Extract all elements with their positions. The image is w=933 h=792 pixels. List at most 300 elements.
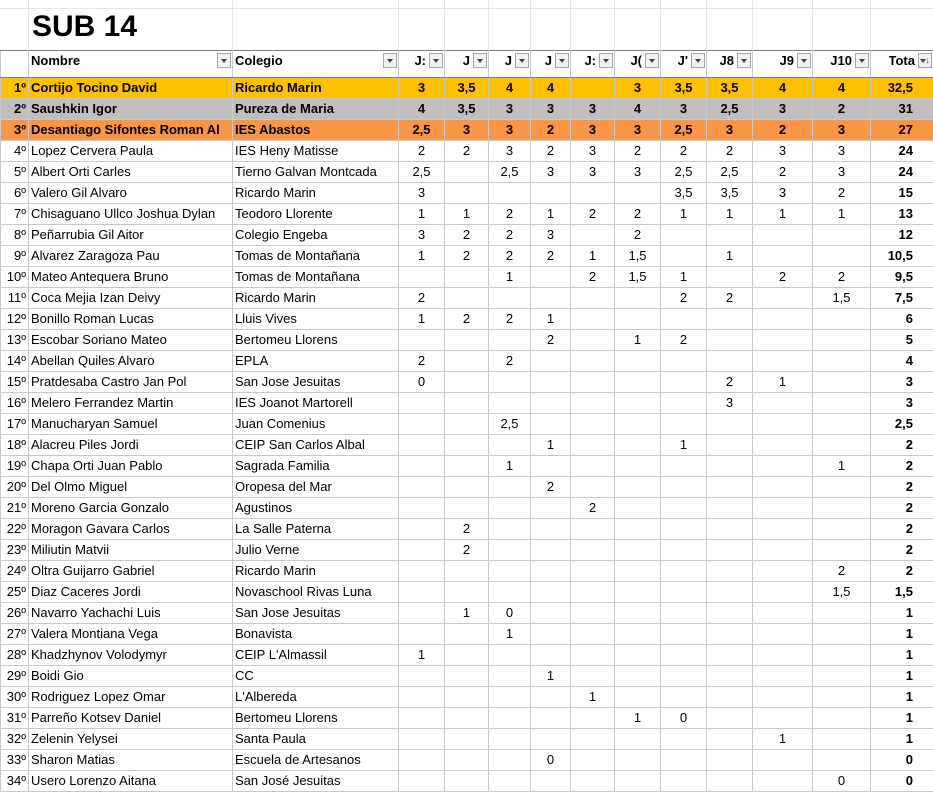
- score-cell-j4[interactable]: 1: [531, 666, 571, 687]
- score-cell-j1[interactable]: 4: [399, 99, 445, 120]
- school-cell[interactable]: Ricardo Marin: [233, 78, 399, 99]
- score-cell-j3[interactable]: 1: [489, 456, 531, 477]
- score-cell-j6[interactable]: [615, 561, 661, 582]
- score-cell-j4[interactable]: [531, 372, 571, 393]
- score-cell-j7[interactable]: [661, 414, 707, 435]
- score-cell-j10[interactable]: [813, 624, 871, 645]
- school-cell[interactable]: San Jose Jesuitas: [233, 372, 399, 393]
- score-cell-j2[interactable]: [445, 267, 489, 288]
- rank-cell[interactable]: 31º: [1, 708, 29, 729]
- score-cell-j5[interactable]: [571, 771, 615, 792]
- score-cell-j2[interactable]: [445, 498, 489, 519]
- score-cell-j2[interactable]: [445, 162, 489, 183]
- score-cell-j5[interactable]: [571, 351, 615, 372]
- filter-dropdown-icon[interactable]: [691, 53, 705, 68]
- score-cell-j7[interactable]: 1: [661, 267, 707, 288]
- score-cell-j1[interactable]: [399, 519, 445, 540]
- score-cell-j8[interactable]: 3,5: [707, 78, 753, 99]
- score-cell-j8[interactable]: [707, 603, 753, 624]
- score-cell-j7[interactable]: [661, 645, 707, 666]
- score-cell-j3[interactable]: [489, 393, 531, 414]
- score-cell-j3[interactable]: 0: [489, 603, 531, 624]
- score-cell-j8[interactable]: 2: [707, 288, 753, 309]
- score-cell-j8[interactable]: [707, 435, 753, 456]
- header-j10[interactable]: [813, 51, 871, 78]
- total-cell[interactable]: 1,5: [871, 582, 933, 603]
- score-cell-j8[interactable]: [707, 456, 753, 477]
- rank-cell[interactable]: 30º: [1, 687, 29, 708]
- header-j7[interactable]: [661, 51, 707, 78]
- school-cell[interactable]: L'Albereda: [233, 687, 399, 708]
- school-cell[interactable]: Bonavista: [233, 624, 399, 645]
- filter-dropdown-icon[interactable]: [473, 53, 487, 68]
- score-cell-j3[interactable]: [489, 330, 531, 351]
- score-cell-j2[interactable]: [445, 477, 489, 498]
- total-cell[interactable]: 4: [871, 351, 933, 372]
- score-cell-j8[interactable]: [707, 708, 753, 729]
- score-cell-j3[interactable]: [489, 750, 531, 771]
- score-cell-j10[interactable]: 4: [813, 78, 871, 99]
- score-cell-j9[interactable]: 3: [753, 183, 813, 204]
- score-cell-j8[interactable]: 1: [707, 246, 753, 267]
- score-cell-j6[interactable]: [615, 309, 661, 330]
- score-cell-j1[interactable]: [399, 561, 445, 582]
- score-cell-j4[interactable]: [531, 540, 571, 561]
- score-cell-j9[interactable]: [753, 771, 813, 792]
- total-cell[interactable]: 1: [871, 666, 933, 687]
- school-cell[interactable]: Sagrada Familia: [233, 456, 399, 477]
- name-cell[interactable]: Diaz Caceres Jordi: [29, 582, 233, 603]
- score-cell-j3[interactable]: [489, 183, 531, 204]
- score-cell-j2[interactable]: [445, 687, 489, 708]
- school-cell[interactable]: San Jose Jesuitas: [233, 603, 399, 624]
- score-cell-j2[interactable]: 2: [445, 540, 489, 561]
- score-cell-j7[interactable]: [661, 351, 707, 372]
- score-cell-j2[interactable]: 3,5: [445, 78, 489, 99]
- name-cell[interactable]: Oltra Guijarro Gabriel: [29, 561, 233, 582]
- score-cell-j4[interactable]: 3: [531, 99, 571, 120]
- score-cell-j5[interactable]: [571, 519, 615, 540]
- score-cell-j9[interactable]: 2: [753, 120, 813, 141]
- school-cell[interactable]: IES Joanot Martorell: [233, 393, 399, 414]
- score-cell-j4[interactable]: [531, 183, 571, 204]
- score-cell-j4[interactable]: [531, 687, 571, 708]
- score-cell-j8[interactable]: [707, 645, 753, 666]
- score-cell-j6[interactable]: [615, 687, 661, 708]
- score-cell-j7[interactable]: [661, 582, 707, 603]
- score-cell-j1[interactable]: [399, 477, 445, 498]
- total-cell[interactable]: 3: [871, 372, 933, 393]
- total-cell[interactable]: 15: [871, 183, 933, 204]
- name-cell[interactable]: Peñarrubia Gil Aitor: [29, 225, 233, 246]
- score-cell-j9[interactable]: [753, 645, 813, 666]
- score-cell-j1[interactable]: 0: [399, 372, 445, 393]
- rank-cell[interactable]: 32º: [1, 729, 29, 750]
- filter-dropdown-icon[interactable]: [383, 53, 397, 68]
- score-cell-j9[interactable]: [753, 393, 813, 414]
- score-cell-j8[interactable]: 3: [707, 393, 753, 414]
- filter-dropdown-icon[interactable]: [555, 53, 569, 68]
- total-cell[interactable]: 2,5: [871, 414, 933, 435]
- score-cell-j8[interactable]: [707, 414, 753, 435]
- score-cell-j7[interactable]: [661, 729, 707, 750]
- score-cell-j5[interactable]: 3: [571, 162, 615, 183]
- score-cell-j7[interactable]: [661, 603, 707, 624]
- name-cell[interactable]: Melero Ferrandez Martin: [29, 393, 233, 414]
- score-cell-j10[interactable]: 2: [813, 183, 871, 204]
- score-cell-j6[interactable]: 2: [615, 225, 661, 246]
- rank-cell[interactable]: 20º: [1, 477, 29, 498]
- score-cell-j1[interactable]: [399, 750, 445, 771]
- score-cell-j5[interactable]: [571, 540, 615, 561]
- header-nombre[interactable]: [29, 51, 233, 78]
- score-cell-j9[interactable]: [753, 540, 813, 561]
- score-cell-j2[interactable]: 3,5: [445, 99, 489, 120]
- score-cell-j7[interactable]: 2: [661, 330, 707, 351]
- header-j6[interactable]: [615, 51, 661, 78]
- score-cell-j5[interactable]: [571, 183, 615, 204]
- score-cell-j9[interactable]: 2: [753, 267, 813, 288]
- filter-dropdown-icon[interactable]: [599, 53, 613, 68]
- score-cell-j2[interactable]: [445, 624, 489, 645]
- score-cell-j10[interactable]: [813, 330, 871, 351]
- score-cell-j8[interactable]: 2,5: [707, 99, 753, 120]
- header-j4[interactable]: [531, 51, 571, 78]
- name-cell[interactable]: Abellan Quiles Alvaro: [29, 351, 233, 372]
- rank-cell[interactable]: 7º: [1, 204, 29, 225]
- score-cell-j4[interactable]: [531, 624, 571, 645]
- score-cell-j5[interactable]: [571, 435, 615, 456]
- score-cell-j6[interactable]: [615, 582, 661, 603]
- rank-cell[interactable]: 10º: [1, 267, 29, 288]
- score-cell-j6[interactable]: [615, 624, 661, 645]
- name-cell[interactable]: Lopez Cervera Paula: [29, 141, 233, 162]
- filter-dropdown-icon[interactable]: [737, 53, 751, 68]
- score-cell-j5[interactable]: 3: [571, 120, 615, 141]
- score-cell-j8[interactable]: [707, 498, 753, 519]
- school-cell[interactable]: Bertomeu Llorens: [233, 330, 399, 351]
- rank-cell[interactable]: 8º: [1, 225, 29, 246]
- score-cell-j9[interactable]: 1: [753, 729, 813, 750]
- rank-cell[interactable]: 23º: [1, 540, 29, 561]
- score-cell-j10[interactable]: 1,5: [813, 288, 871, 309]
- score-cell-j3[interactable]: [489, 477, 531, 498]
- score-cell-j3[interactable]: 3: [489, 141, 531, 162]
- total-cell[interactable]: 0: [871, 771, 933, 792]
- sort-descending-filter-icon[interactable]: ↓: [918, 53, 932, 68]
- score-cell-j4[interactable]: [531, 519, 571, 540]
- name-cell[interactable]: Boidi Gio: [29, 666, 233, 687]
- score-cell-j8[interactable]: [707, 771, 753, 792]
- total-cell[interactable]: 1: [871, 645, 933, 666]
- score-cell-j6[interactable]: [615, 666, 661, 687]
- score-cell-j4[interactable]: [531, 729, 571, 750]
- score-cell-j7[interactable]: 3: [661, 99, 707, 120]
- name-cell[interactable]: Mateo Antequera Bruno: [29, 267, 233, 288]
- score-cell-j4[interactable]: [531, 582, 571, 603]
- score-cell-j1[interactable]: 2: [399, 351, 445, 372]
- score-cell-j8[interactable]: [707, 225, 753, 246]
- score-cell-j7[interactable]: [661, 540, 707, 561]
- school-cell[interactable]: Agustinos: [233, 498, 399, 519]
- score-cell-j7[interactable]: [661, 519, 707, 540]
- score-cell-j5[interactable]: [571, 708, 615, 729]
- score-cell-j5[interactable]: [571, 561, 615, 582]
- score-cell-j8[interactable]: [707, 477, 753, 498]
- school-cell[interactable]: Teodoro Llorente: [233, 204, 399, 225]
- score-cell-j1[interactable]: [399, 330, 445, 351]
- score-cell-j8[interactable]: [707, 624, 753, 645]
- score-cell-j4[interactable]: [531, 393, 571, 414]
- score-cell-j9[interactable]: [753, 750, 813, 771]
- rank-cell[interactable]: 18º: [1, 435, 29, 456]
- score-cell-j6[interactable]: [615, 729, 661, 750]
- total-cell[interactable]: 31: [871, 99, 933, 120]
- rank-cell[interactable]: 24º: [1, 561, 29, 582]
- score-cell-j10[interactable]: 2: [813, 561, 871, 582]
- score-cell-j3[interactable]: 2,5: [489, 414, 531, 435]
- total-cell[interactable]: 24: [871, 162, 933, 183]
- score-cell-j9[interactable]: [753, 477, 813, 498]
- score-cell-j3[interactable]: [489, 540, 531, 561]
- name-cell[interactable]: Zelenin Yelysei: [29, 729, 233, 750]
- score-cell-j6[interactable]: 2: [615, 141, 661, 162]
- score-cell-j4[interactable]: [531, 771, 571, 792]
- score-cell-j2[interactable]: [445, 351, 489, 372]
- score-cell-j9[interactable]: [753, 288, 813, 309]
- name-cell[interactable]: Miliutin Matvii: [29, 540, 233, 561]
- score-cell-j6[interactable]: [615, 645, 661, 666]
- score-cell-j7[interactable]: 1: [661, 435, 707, 456]
- score-cell-j3[interactable]: [489, 519, 531, 540]
- total-cell[interactable]: 7,5: [871, 288, 933, 309]
- score-cell-j5[interactable]: 1: [571, 246, 615, 267]
- name-cell[interactable]: Alacreu Piles Jordi: [29, 435, 233, 456]
- score-cell-j10[interactable]: 3: [813, 141, 871, 162]
- rank-cell[interactable]: 17º: [1, 414, 29, 435]
- score-cell-j3[interactable]: 1: [489, 267, 531, 288]
- score-cell-j1[interactable]: 1: [399, 204, 445, 225]
- score-cell-j10[interactable]: [813, 435, 871, 456]
- score-cell-j6[interactable]: [615, 750, 661, 771]
- score-cell-j7[interactable]: [661, 687, 707, 708]
- school-cell[interactable]: Pureza de Maria: [233, 99, 399, 120]
- rank-cell[interactable]: 5º: [1, 162, 29, 183]
- score-cell-j9[interactable]: 3: [753, 99, 813, 120]
- rank-cell[interactable]: 14º: [1, 351, 29, 372]
- school-cell[interactable]: Santa Paula: [233, 729, 399, 750]
- score-cell-j9[interactable]: [753, 666, 813, 687]
- score-cell-j10[interactable]: [813, 498, 871, 519]
- header-j5[interactable]: [571, 51, 615, 78]
- score-cell-j8[interactable]: [707, 309, 753, 330]
- rank-cell[interactable]: 34º: [1, 771, 29, 792]
- school-cell[interactable]: CEIP San Carlos Albal: [233, 435, 399, 456]
- filter-dropdown-icon[interactable]: [515, 53, 529, 68]
- score-cell-j5[interactable]: 2: [571, 267, 615, 288]
- filter-dropdown-icon[interactable]: [645, 53, 659, 68]
- score-cell-j4[interactable]: [531, 708, 571, 729]
- score-cell-j7[interactable]: 0: [661, 708, 707, 729]
- name-cell[interactable]: Bonillo Roman Lucas: [29, 309, 233, 330]
- name-cell[interactable]: Parreño Kotsev Daniel: [29, 708, 233, 729]
- score-cell-j5[interactable]: [571, 582, 615, 603]
- name-cell[interactable]: Moreno Garcia Gonzalo: [29, 498, 233, 519]
- score-cell-j3[interactable]: [489, 729, 531, 750]
- score-cell-j8[interactable]: [707, 330, 753, 351]
- score-cell-j9[interactable]: [753, 498, 813, 519]
- score-cell-j10[interactable]: [813, 246, 871, 267]
- total-cell[interactable]: 1: [871, 687, 933, 708]
- total-cell[interactable]: 13: [871, 204, 933, 225]
- score-cell-j1[interactable]: 2,5: [399, 120, 445, 141]
- total-cell[interactable]: 5: [871, 330, 933, 351]
- score-cell-j3[interactable]: [489, 708, 531, 729]
- score-cell-j1[interactable]: [399, 456, 445, 477]
- rank-cell[interactable]: 27º: [1, 624, 29, 645]
- name-cell[interactable]: Escobar Soriano Mateo: [29, 330, 233, 351]
- score-cell-j9[interactable]: [753, 225, 813, 246]
- score-cell-j2[interactable]: [445, 183, 489, 204]
- score-cell-j7[interactable]: [661, 246, 707, 267]
- score-cell-j4[interactable]: [531, 414, 571, 435]
- score-cell-j10[interactable]: 3: [813, 120, 871, 141]
- rank-cell[interactable]: 16º: [1, 393, 29, 414]
- score-cell-j2[interactable]: 1: [445, 204, 489, 225]
- school-cell[interactable]: Ricardo Marin: [233, 288, 399, 309]
- score-cell-j10[interactable]: 2: [813, 267, 871, 288]
- score-cell-j2[interactable]: 2: [445, 246, 489, 267]
- score-cell-j7[interactable]: [661, 477, 707, 498]
- score-cell-j9[interactable]: [753, 582, 813, 603]
- score-cell-j4[interactable]: [531, 561, 571, 582]
- score-cell-j4[interactable]: [531, 267, 571, 288]
- header-j1[interactable]: [399, 51, 445, 78]
- score-cell-j10[interactable]: [813, 225, 871, 246]
- score-cell-j10[interactable]: 1: [813, 204, 871, 225]
- score-cell-j10[interactable]: [813, 372, 871, 393]
- total-cell[interactable]: 1: [871, 624, 933, 645]
- score-cell-j10[interactable]: [813, 540, 871, 561]
- name-cell[interactable]: Manucharyan Samuel: [29, 414, 233, 435]
- rank-cell[interactable]: 29º: [1, 666, 29, 687]
- school-cell[interactable]: EPLA: [233, 351, 399, 372]
- total-cell[interactable]: 2: [871, 561, 933, 582]
- rank-cell[interactable]: 1º: [1, 78, 29, 99]
- name-cell[interactable]: Chapa Orti Juan Pablo: [29, 456, 233, 477]
- score-cell-j9[interactable]: 2: [753, 162, 813, 183]
- score-cell-j8[interactable]: [707, 666, 753, 687]
- score-cell-j2[interactable]: [445, 582, 489, 603]
- rank-cell[interactable]: 26º: [1, 603, 29, 624]
- name-cell[interactable]: Pratdesaba Castro Jan Pol: [29, 372, 233, 393]
- score-cell-j7[interactable]: 2: [661, 288, 707, 309]
- school-cell[interactable]: Ricardo Marin: [233, 561, 399, 582]
- score-cell-j2[interactable]: [445, 435, 489, 456]
- score-cell-j1[interactable]: [399, 624, 445, 645]
- score-cell-j5[interactable]: [571, 393, 615, 414]
- header-j9[interactable]: [753, 51, 813, 78]
- score-cell-j6[interactable]: [615, 183, 661, 204]
- score-cell-j9[interactable]: [753, 687, 813, 708]
- score-cell-j6[interactable]: [615, 540, 661, 561]
- score-cell-j4[interactable]: 1: [531, 204, 571, 225]
- score-cell-j1[interactable]: 1: [399, 309, 445, 330]
- score-cell-j6[interactable]: 1,5: [615, 267, 661, 288]
- rank-cell[interactable]: 33º: [1, 750, 29, 771]
- score-cell-j8[interactable]: [707, 540, 753, 561]
- score-cell-j4[interactable]: 2: [531, 120, 571, 141]
- score-cell-j1[interactable]: 1: [399, 645, 445, 666]
- school-cell[interactable]: La Salle Paterna: [233, 519, 399, 540]
- score-cell-j7[interactable]: [661, 309, 707, 330]
- rank-cell[interactable]: 22º: [1, 519, 29, 540]
- score-cell-j7[interactable]: [661, 624, 707, 645]
- rank-cell[interactable]: 9º: [1, 246, 29, 267]
- score-cell-j6[interactable]: 3: [615, 78, 661, 99]
- total-cell[interactable]: 9,5: [871, 267, 933, 288]
- total-cell[interactable]: 12: [871, 225, 933, 246]
- score-cell-j10[interactable]: [813, 414, 871, 435]
- score-cell-j9[interactable]: [753, 414, 813, 435]
- score-cell-j4[interactable]: 3: [531, 162, 571, 183]
- score-cell-j6[interactable]: [615, 414, 661, 435]
- total-cell[interactable]: 2: [871, 540, 933, 561]
- total-cell[interactable]: 0: [871, 750, 933, 771]
- total-cell[interactable]: 2: [871, 456, 933, 477]
- score-cell-j9[interactable]: [753, 330, 813, 351]
- score-cell-j5[interactable]: [571, 624, 615, 645]
- score-cell-j8[interactable]: [707, 561, 753, 582]
- score-cell-j2[interactable]: 3: [445, 120, 489, 141]
- score-cell-j6[interactable]: [615, 351, 661, 372]
- school-cell[interactable]: Tierno Galvan Montcada: [233, 162, 399, 183]
- header-colegio[interactable]: [233, 51, 399, 78]
- score-cell-j2[interactable]: [445, 750, 489, 771]
- score-cell-j1[interactable]: [399, 687, 445, 708]
- score-cell-j1[interactable]: 2,5: [399, 162, 445, 183]
- score-cell-j2[interactable]: [445, 645, 489, 666]
- school-cell[interactable]: Ricardo Marin: [233, 183, 399, 204]
- score-cell-j1[interactable]: [399, 435, 445, 456]
- score-cell-j9[interactable]: [753, 603, 813, 624]
- score-cell-j6[interactable]: [615, 498, 661, 519]
- name-cell[interactable]: Usero Lorenzo Aitana: [29, 771, 233, 792]
- score-cell-j8[interactable]: 3: [707, 120, 753, 141]
- score-cell-j5[interactable]: [571, 456, 615, 477]
- name-cell[interactable]: Chisaguano Ullco Joshua Dylan: [29, 204, 233, 225]
- score-cell-j8[interactable]: [707, 687, 753, 708]
- score-cell-j8[interactable]: [707, 267, 753, 288]
- score-cell-j5[interactable]: [571, 330, 615, 351]
- score-cell-j1[interactable]: [399, 414, 445, 435]
- school-cell[interactable]: Colegio Engeba: [233, 225, 399, 246]
- score-cell-j1[interactable]: 2: [399, 141, 445, 162]
- score-cell-j8[interactable]: 3,5: [707, 183, 753, 204]
- score-cell-j3[interactable]: 2,5: [489, 162, 531, 183]
- score-cell-j9[interactable]: 1: [753, 372, 813, 393]
- score-cell-j6[interactable]: [615, 435, 661, 456]
- score-cell-j3[interactable]: [489, 288, 531, 309]
- filter-dropdown-icon[interactable]: [855, 53, 869, 68]
- score-cell-j4[interactable]: 2: [531, 246, 571, 267]
- score-cell-j4[interactable]: [531, 603, 571, 624]
- rank-cell[interactable]: 4º: [1, 141, 29, 162]
- score-cell-j7[interactable]: [661, 372, 707, 393]
- score-cell-j7[interactable]: [661, 393, 707, 414]
- score-cell-j6[interactable]: 4: [615, 99, 661, 120]
- school-cell[interactable]: Novaschool Rivas Luna: [233, 582, 399, 603]
